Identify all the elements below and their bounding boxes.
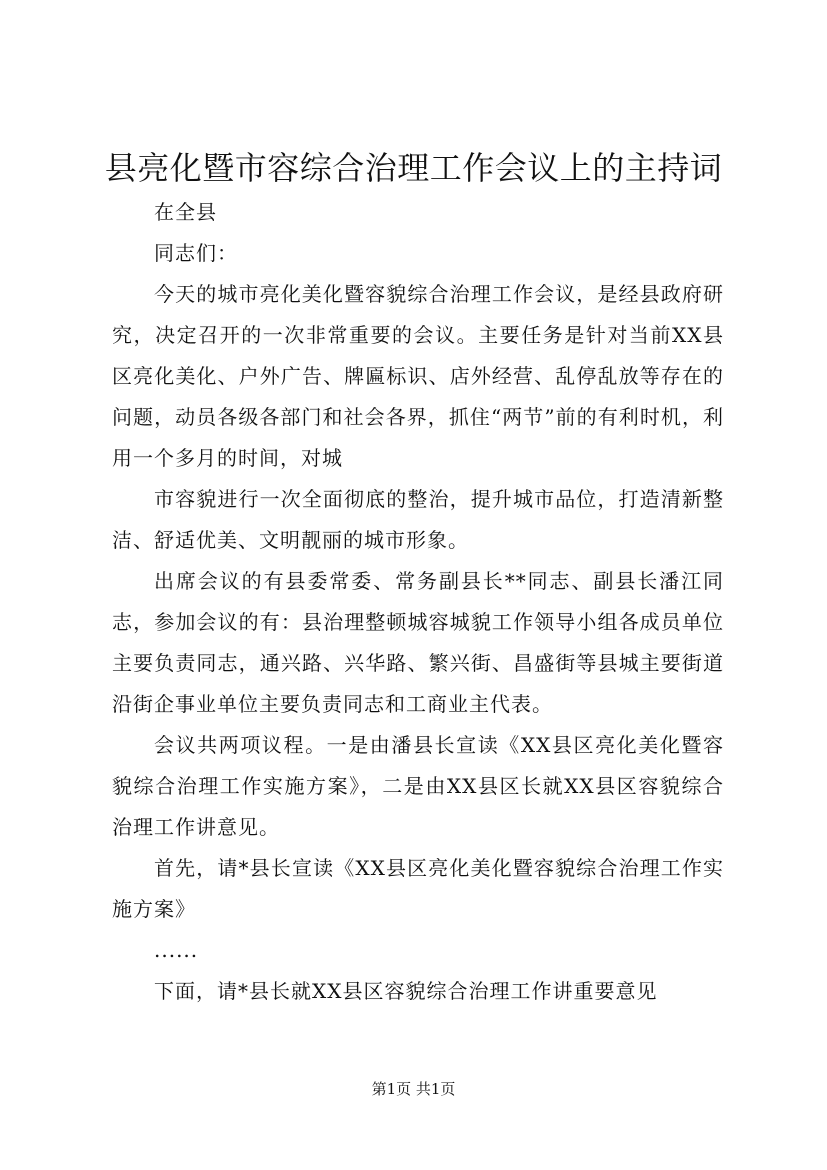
- paragraph-1: 在全县: [154, 200, 217, 224]
- paragraph-4: 市容貌进行一次全面彻底的整治，提升城市品位，打造清新整洁、舒适优美、文明靓丽的城市形象。: [112, 487, 724, 552]
- page-number-footer: 第1页 共1页: [371, 1080, 456, 1098]
- document-body: [112, 192, 724, 1012]
- paragraph-7: 首先，请*县长宣读《XX县区亮化美化暨容貌综合治理工作实施方案》: [112, 856, 724, 921]
- paragraph-9: 下面，请*县长就XX县区容貌综合治理工作讲重要意见: [154, 979, 658, 1003]
- paragraph-6: 会议共两项议程。一是由潘县长宣读《XX县区亮化美化暨容貌综合治理工作实施方案》，二是由XX县区长就XX县区容貌综合治理工作讲意见。: [112, 733, 724, 839]
- paragraph-5: 出席会议的有县委常委、常务副县长**同志、副县长潘江同志，参加会议的有：县治理整顿城容城貌工作领导小组各成员单位主要负责同志，通兴路、兴华路、繁兴街、昌盛街等县城主要街道沿街企事业单位主要负责同志和工商业主代表。: [112, 569, 724, 716]
- document-title: 县亮化暨市容综合治理工作会议上的主持词: [104, 149, 723, 187]
- paragraph-8: ......: [154, 938, 199, 962]
- paragraph-2: 同志们：: [154, 241, 238, 265]
- paragraph-3: 今天的城市亮化美化暨容貌综合治理工作会议，是经县政府研究，决定召开的一次非常重要的会议。主要任务是针对当前XX县区亮化美化、户外广告、牌匾标识、店外经营、乱停乱放等存在的问题，动员各级各部门和社会各界，抓住“两节”前的有利时机，利用一个多月的时间，对城: [112, 282, 724, 470]
